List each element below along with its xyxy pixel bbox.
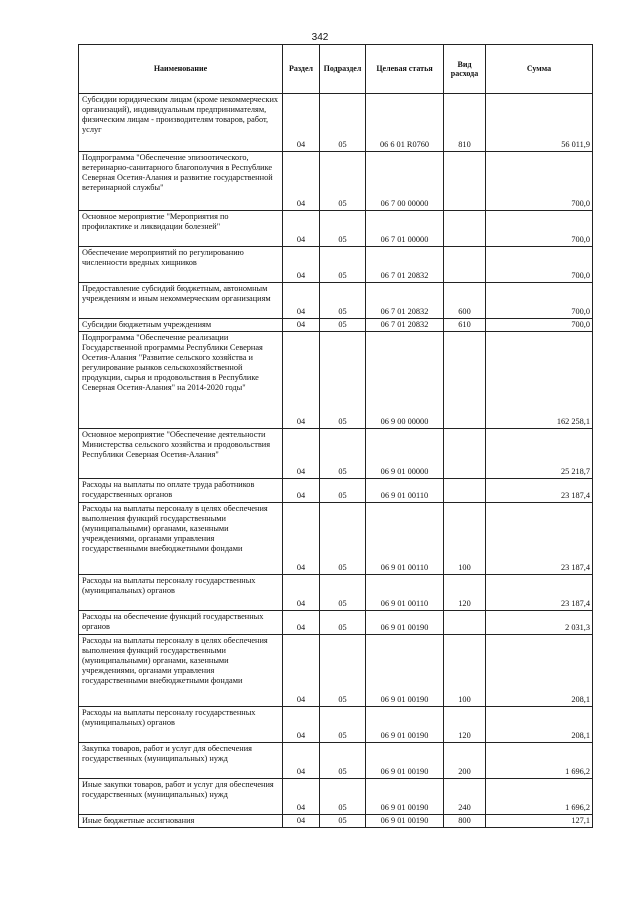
cell-section: 04 — [283, 283, 320, 319]
cell-type — [444, 211, 486, 247]
cell-target: 06 9 01 00110 — [366, 574, 444, 610]
cell-type — [444, 478, 486, 502]
cell-section: 04 — [283, 331, 320, 428]
cell-amount: 700,0 — [486, 247, 593, 283]
cell-section: 04 — [283, 742, 320, 778]
cell-section: 04 — [283, 478, 320, 502]
cell-section: 04 — [283, 778, 320, 814]
cell-amount: 700,0 — [486, 152, 593, 211]
cell-amount: 1 696,2 — [486, 742, 593, 778]
cell-section: 04 — [283, 706, 320, 742]
cell-amount: 25 218,7 — [486, 428, 593, 478]
cell-amount: 208,1 — [486, 634, 593, 706]
cell-amount: 700,0 — [486, 319, 593, 332]
cell-type: 600 — [444, 283, 486, 319]
table-row — [79, 478, 593, 502]
cell-amount: 23 187,4 — [486, 478, 593, 502]
cell-section: 04 — [283, 574, 320, 610]
cell-type: 120 — [444, 706, 486, 742]
table-row — [79, 814, 593, 827]
cell-name: Подпрограмма "Обеспечение реализации Государственной программы Республики Северная Осетия-Алания "Развитие сельского хозяйства и регулирование рынков сельскохозяйственной продукции, сырья и продовольствия в Республике Северная Осетия-Алания" на 2014-2020 годы" — [79, 331, 283, 428]
cell-subsection: 05 — [320, 319, 366, 332]
table-row — [79, 211, 593, 247]
cell-section: 04 — [283, 247, 320, 283]
cell-target: 06 7 01 00000 — [366, 211, 444, 247]
table-row — [79, 94, 593, 152]
page-number: 342 — [311, 32, 329, 43]
cell-target: 06 7 01 20832 — [366, 247, 444, 283]
table-row — [79, 742, 593, 778]
cell-name: Расходы на выплаты персоналу в целях обеспечения выполнения функций государственными (муниципальными) органами, казенными учреждениями, органами управления государственными внебюджетными фондами — [79, 502, 283, 574]
table-row — [79, 247, 593, 283]
cell-subsection: 05 — [320, 778, 366, 814]
header-amount: Сумма — [486, 45, 593, 94]
cell-target: 06 9 01 00190 — [366, 814, 444, 827]
cell-amount: 23 187,4 — [486, 502, 593, 574]
table-row — [79, 634, 593, 706]
cell-target: 06 9 01 00000 — [366, 428, 444, 478]
cell-subsection: 05 — [320, 814, 366, 827]
cell-subsection: 05 — [320, 478, 366, 502]
budget-table — [78, 44, 593, 828]
cell-section: 04 — [283, 814, 320, 827]
cell-target: 06 6 01 R0760 — [366, 94, 444, 152]
cell-subsection: 05 — [320, 283, 366, 319]
header-name: Наименование — [79, 45, 283, 94]
cell-subsection: 05 — [320, 502, 366, 574]
table-row — [79, 283, 593, 319]
table-header — [79, 45, 593, 94]
cell-type: 100 — [444, 502, 486, 574]
cell-name: Иные закупки товаров, работ и услуг для обеспечения государственных (муниципальных) нужд — [79, 778, 283, 814]
cell-target: 06 7 01 20832 — [366, 319, 444, 332]
cell-name: Субсидии юридическим лицам (кроме некоммерческих организаций), индивидуальным предпринимателям, физическим лицам - производителям товаров, работ, услуг — [79, 94, 283, 152]
cell-type: 810 — [444, 94, 486, 152]
header-row — [79, 45, 593, 94]
cell-type — [444, 331, 486, 428]
cell-amount: 700,0 — [486, 211, 593, 247]
cell-amount: 127,1 — [486, 814, 593, 827]
table-body — [79, 94, 593, 828]
cell-amount: 208,1 — [486, 706, 593, 742]
cell-subsection: 05 — [320, 152, 366, 211]
cell-name: Подпрограмма "Обеспечение эпизоотического, ветеринарно-санитарного благополучия в Республике Северная Осетия-Алания и развитие государственной ветеринарной службы" — [79, 152, 283, 211]
cell-subsection: 05 — [320, 428, 366, 478]
table-row — [79, 706, 593, 742]
cell-type: 200 — [444, 742, 486, 778]
header-type: Вид расхода — [444, 45, 486, 94]
cell-name: Основное мероприятие "Обеспечение деятельности Министерства сельского хозяйства и продовольствия Республики Северная Осетия-Алания" — [79, 428, 283, 478]
header-section: Раздел — [283, 45, 320, 94]
cell-target: 06 7 00 00000 — [366, 152, 444, 211]
cell-subsection: 05 — [320, 247, 366, 283]
cell-type: 800 — [444, 814, 486, 827]
cell-type: 610 — [444, 319, 486, 332]
cell-name: Предоставление субсидий бюджетным, автономным учреждениям и иным некоммерческим организациям — [79, 283, 283, 319]
cell-amount: 1 696,2 — [486, 778, 593, 814]
cell-target: 06 9 00 00000 — [366, 331, 444, 428]
cell-type — [444, 152, 486, 211]
cell-type — [444, 610, 486, 634]
cell-name: Субсидии бюджетным учреждениям — [79, 319, 283, 332]
cell-section: 04 — [283, 634, 320, 706]
table-row — [79, 319, 593, 332]
cell-amount: 23 187,4 — [486, 574, 593, 610]
cell-target: 06 9 01 00190 — [366, 610, 444, 634]
header-target: Целевая статья — [366, 45, 444, 94]
cell-target: 06 7 01 20832 — [366, 283, 444, 319]
cell-type — [444, 428, 486, 478]
cell-name: Расходы на выплаты персоналу государственных (муниципальных) органов — [79, 706, 283, 742]
table-row — [79, 778, 593, 814]
cell-section: 04 — [283, 152, 320, 211]
cell-amount: 56 011,9 — [486, 94, 593, 152]
table-row — [79, 428, 593, 478]
cell-subsection: 05 — [320, 706, 366, 742]
cell-subsection: 05 — [320, 574, 366, 610]
cell-name: Обеспечение мероприятий по регулированию численности вредных хищников — [79, 247, 283, 283]
cell-target: 06 9 01 00190 — [366, 778, 444, 814]
cell-type: 100 — [444, 634, 486, 706]
cell-amount: 162 258,1 — [486, 331, 593, 428]
cell-subsection: 05 — [320, 331, 366, 428]
cell-section: 04 — [283, 94, 320, 152]
cell-subsection: 05 — [320, 211, 366, 247]
cell-section: 04 — [283, 502, 320, 574]
table-row — [79, 574, 593, 610]
cell-target: 06 9 01 00190 — [366, 706, 444, 742]
cell-name: Иные бюджетные ассигнования — [79, 814, 283, 827]
cell-section: 04 — [283, 610, 320, 634]
cell-amount: 2 031,3 — [486, 610, 593, 634]
cell-name: Закупка товаров, работ и услуг для обеспечения государственных (муниципальных) нужд — [79, 742, 283, 778]
cell-name: Расходы на выплаты персоналу государственных (муниципальных) органов — [79, 574, 283, 610]
cell-name: Расходы на выплаты персоналу в целях обеспечения выполнения функций государственными (муниципальными) органами, казенными учреждениями, органами управления государственными внебюджетными фондами — [79, 634, 283, 706]
cell-subsection: 05 — [320, 610, 366, 634]
cell-section: 04 — [283, 319, 320, 332]
cell-amount: 700,0 — [486, 283, 593, 319]
cell-section: 04 — [283, 428, 320, 478]
cell-target: 06 9 01 00190 — [366, 742, 444, 778]
cell-type: 240 — [444, 778, 486, 814]
cell-type — [444, 247, 486, 283]
cell-target: 06 9 01 00110 — [366, 502, 444, 574]
cell-target: 06 9 01 00190 — [366, 634, 444, 706]
cell-name: Расходы на обеспечение функций государственных органов — [79, 610, 283, 634]
header-subsection: Подраздел — [320, 45, 366, 94]
cell-subsection: 05 — [320, 634, 366, 706]
cell-type: 120 — [444, 574, 486, 610]
cell-subsection: 05 — [320, 94, 366, 152]
cell-subsection: 05 — [320, 742, 366, 778]
table-row — [79, 610, 593, 634]
cell-target: 06 9 01 00110 — [366, 478, 444, 502]
cell-name: Основное мероприятие "Мероприятия по профилактике и ликвидации болезней" — [79, 211, 283, 247]
table-row — [79, 152, 593, 211]
cell-section: 04 — [283, 211, 320, 247]
cell-name: Расходы на выплаты по оплате труда работников государственных органов — [79, 478, 283, 502]
table-row — [79, 502, 593, 574]
table-row — [79, 331, 593, 428]
